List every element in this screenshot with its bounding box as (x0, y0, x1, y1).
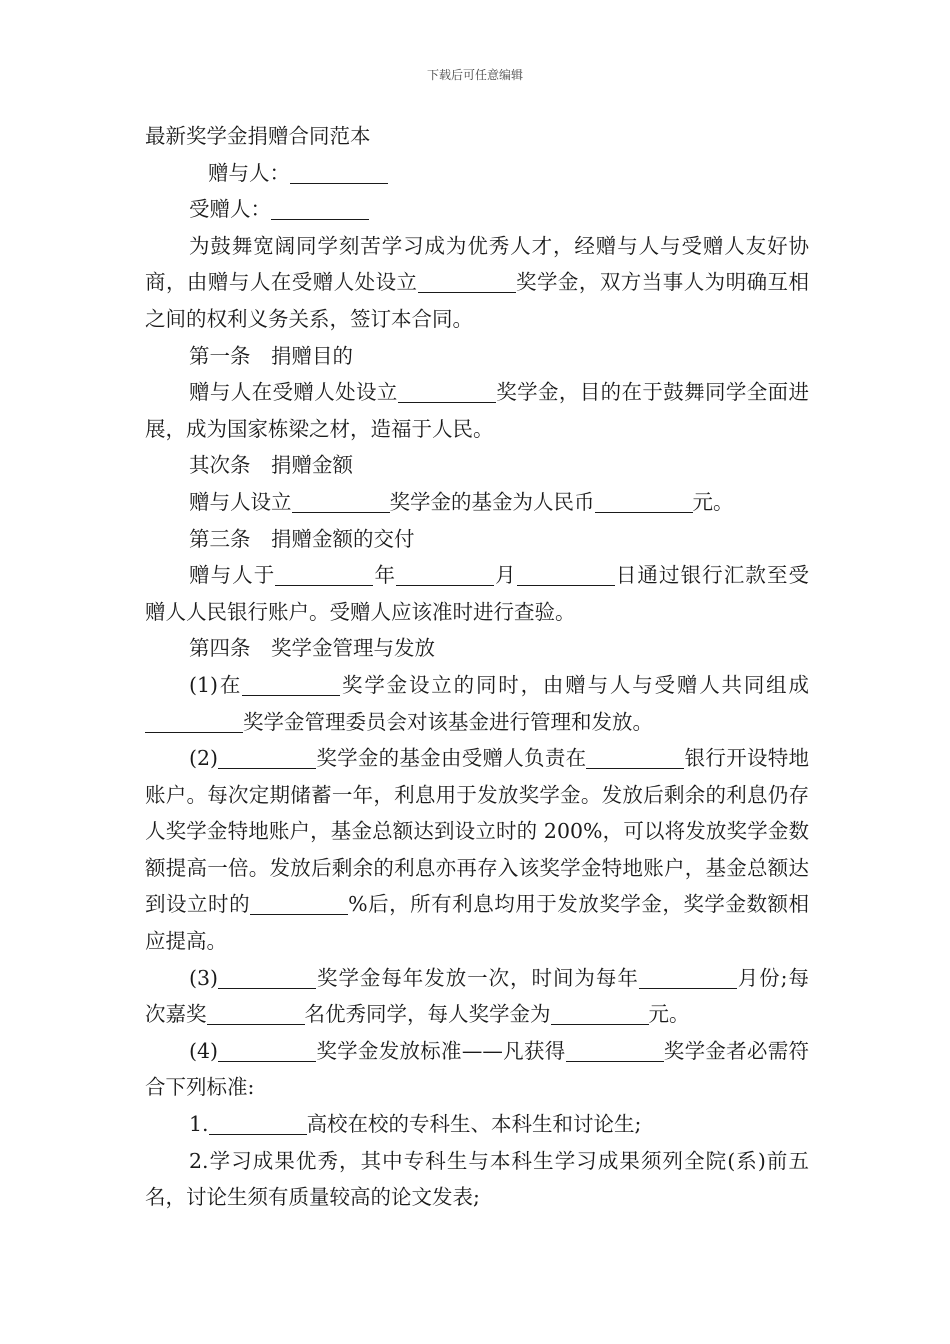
art3-text-d: 日通过银行汇款至受赠人人民银行账户。受赠人应该准时进行查验。 (145, 563, 810, 624)
art4-p2-text-a: (2) (189, 746, 219, 771)
art4-p1-text-a: (1)在 (189, 672, 243, 697)
donor-line (145, 155, 809, 192)
article-1-body (145, 374, 809, 447)
article-4-item-4 (145, 1033, 809, 1106)
art4-p1-blank-2[interactable] (145, 708, 243, 733)
art4-p1-blank-1[interactable] (242, 671, 340, 696)
standard-1-text: 高校在校的专科生、本科生和讨论生; (306, 1112, 642, 1137)
art4-p3-blank-count[interactable] (207, 1001, 305, 1026)
document-title: 最新奖学金捐赠合同范本 (145, 124, 371, 148)
art4-p2-blank-bank[interactable] (586, 745, 684, 770)
article-4-item-3 (145, 960, 809, 1033)
article-3-heading: 第三条 捐赠金额的交付 (189, 526, 415, 551)
art1-blank[interactable] (398, 379, 496, 404)
art3-text-a: 赠与人于 (189, 563, 276, 588)
art3-blank-month[interactable] (396, 562, 494, 587)
article-4-heading: 第四条 奖学金管理与发放 (189, 636, 435, 661)
recipient-label: 受赠人： (189, 197, 271, 222)
art3-text-b: 年 (373, 563, 397, 588)
article-1-heading: 第一条 捐赠目的 (189, 343, 353, 368)
art2-text-a: 赠与人设立 (189, 489, 292, 514)
art4-p4-text-c: 奖学金者必需符合下列标准: (145, 1038, 810, 1100)
art3-text-c: 月 (494, 563, 517, 588)
page-header-note: 下载后可任意编辑 (426, 68, 523, 82)
art2-text-b: 奖学金的基金为人民币 (389, 489, 595, 514)
art4-p3-blank-name[interactable] (218, 964, 316, 989)
art4-p3-text-e: 元。 (648, 1002, 690, 1027)
art4-p4-blank-1[interactable] (218, 1037, 316, 1062)
art3-blank-year[interactable] (275, 562, 373, 587)
donor-label: 赠与人： (208, 160, 290, 185)
art2-blank-name[interactable] (292, 488, 390, 513)
article-2-body (145, 484, 809, 521)
standard-1-blank[interactable] (209, 1110, 307, 1135)
art4-p2-text-d: %后，所有利息均用于发放奖学金，奖学金数额相应提高。 (145, 892, 810, 954)
standard-1 (145, 1106, 809, 1143)
art4-p3-text-d: 名优秀同学，每人奖学金为 (304, 1002, 551, 1027)
art3-blank-day[interactable] (517, 562, 615, 587)
art4-p2-blank-1[interactable] (218, 745, 316, 770)
art2-blank-amount[interactable] (595, 488, 693, 513)
scholarship-name-blank[interactable] (418, 269, 516, 294)
article-2-heading: 其次条 捐赠金额 (189, 453, 353, 478)
art4-p3-text-a: (3) (189, 965, 219, 990)
intro-paragraph (145, 228, 809, 338)
art4-p3-text-b: 奖学金每年发放一次，时间为每年 (316, 965, 639, 990)
recipient-blank[interactable] (271, 196, 369, 221)
art4-p3-blank-amount[interactable] (551, 1001, 649, 1026)
recipient-line (145, 191, 809, 228)
art4-p2-text-c: 银行开设特地账户。每次定期储蓄一年，利息用于发放奖学金。发放后剩余的利息仍存人奖学金特地账户，基金总额达到设立时的 200%，可以将发放奖学金数额提高一倍。发放后剩余的利息亦再存入该奖学金特地账户，基金总额达到设立时的 (145, 746, 810, 917)
art4-p4-blank-2[interactable] (566, 1037, 664, 1062)
article-4-item-2 (145, 740, 809, 960)
art1-text-a: 赠与人在受赠人处设立 (189, 380, 398, 405)
art4-p4-text-b: 奖学金发放标准——凡获得 (316, 1038, 566, 1063)
art4-p4-text-a: (4) (189, 1038, 219, 1063)
art4-p2-text-b: 奖学金的基金由受赠人负责在 (316, 746, 587, 771)
intro-text-b: 奖学金，双方当事人为明确互相之间的权利义务关系，签订本合同。 (145, 270, 810, 331)
art4-p1-text-c: 奖学金管理委员会对该基金进行管理和发放。 (243, 709, 653, 734)
document-body (145, 118, 809, 1216)
art4-p2-blank-percent[interactable] (250, 891, 348, 916)
standard-1-number: 1. (189, 1112, 209, 1137)
donor-blank[interactable] (290, 159, 388, 184)
article-3-body (145, 557, 809, 630)
art2-text-c: 元。 (692, 489, 734, 514)
art4-p3-text-c: 月份;每次嘉奖 (145, 965, 809, 1027)
art1-text-b: 奖学金，目的在于鼓舞同学全面进展，成为国家栋梁之材，造福于人民。 (145, 380, 810, 441)
intro-text-a: 为鼓舞宽阔同学刻苦学习成为优秀人才，经赠与人与受赠人友好协商，由赠与人在受赠人处设立 (145, 233, 809, 295)
article-4-item-1 (145, 667, 809, 740)
art4-p1-text-b: 奖学金设立的同时，由赠与人与受赠人共同组成 (340, 672, 809, 697)
standard-2: 2.学习成果优秀，其中专科生与本科生学习成果须列全院(系)前五名，讨论生须有质量较高的论文发表; (145, 1148, 809, 1210)
art4-p3-blank-month[interactable] (639, 964, 737, 989)
